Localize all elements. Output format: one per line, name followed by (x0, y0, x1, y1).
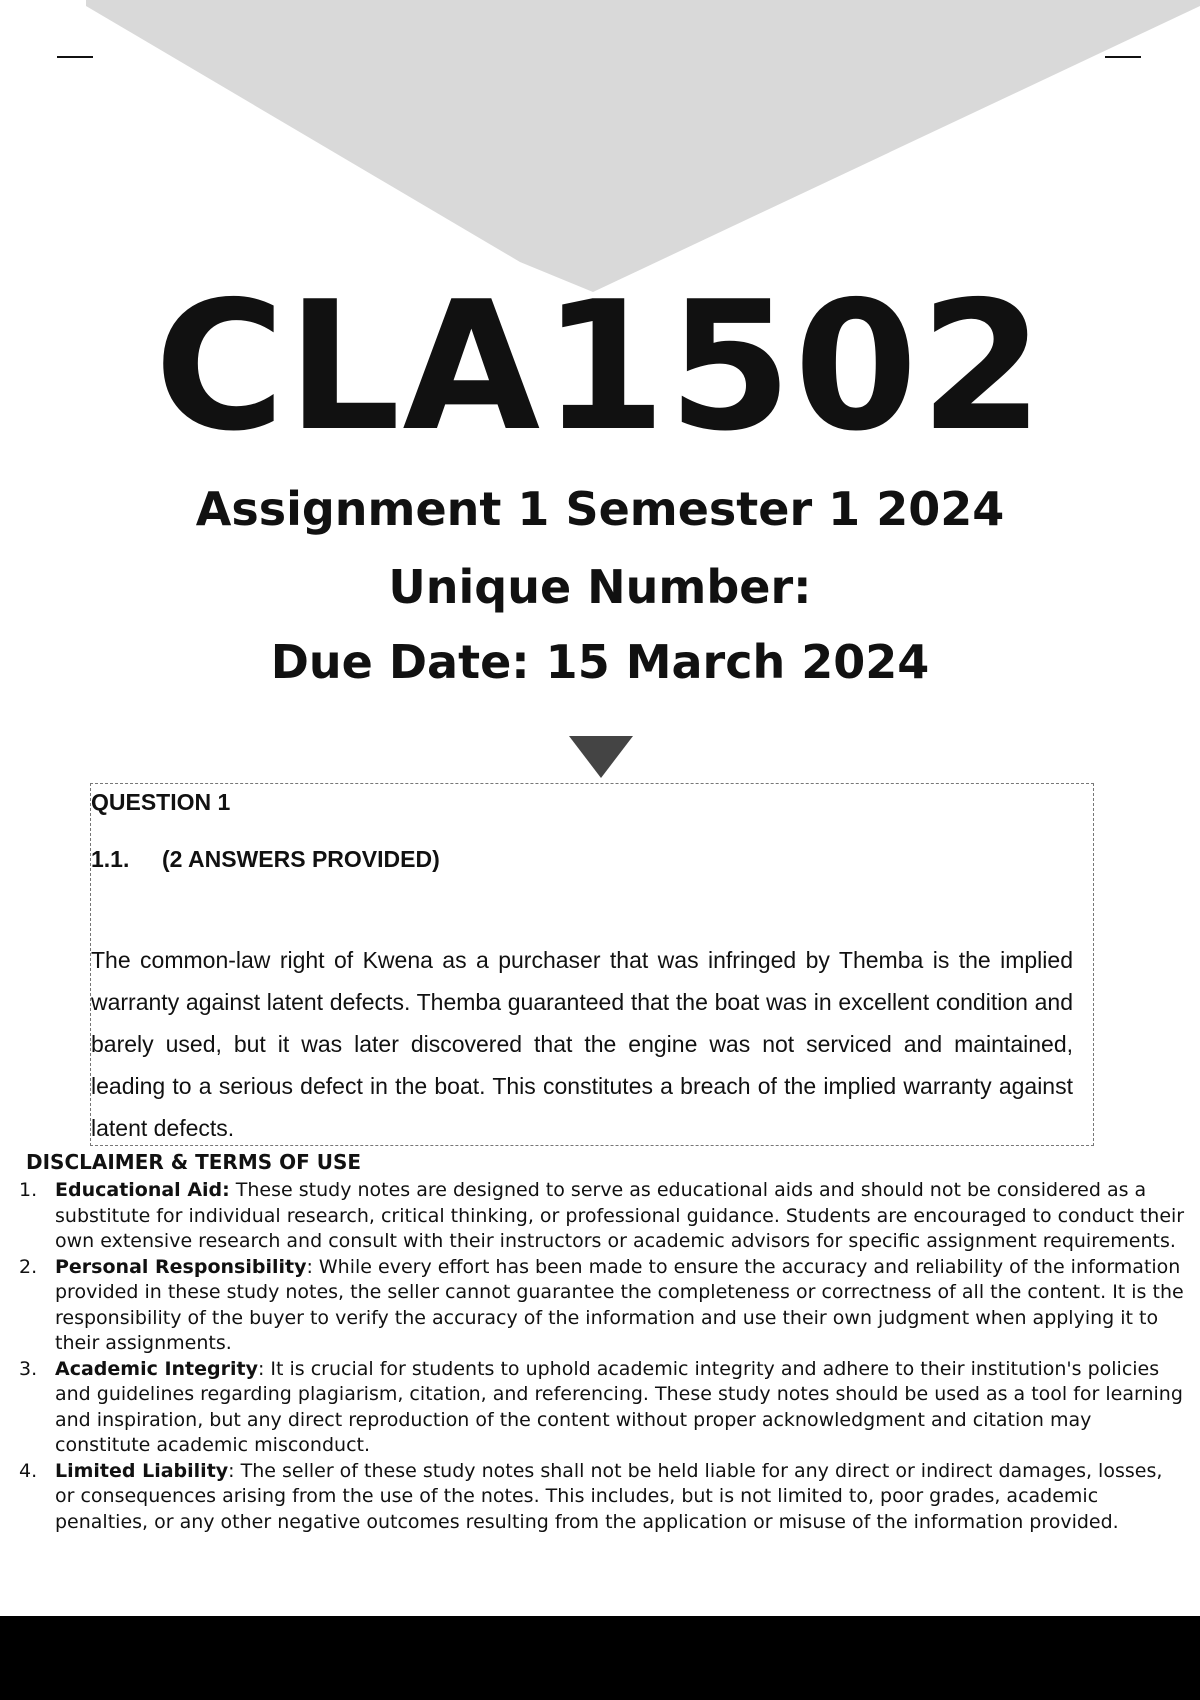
item-text: These study notes are designed to serve as educational aids and should not be considered as a substitute for individual research, critical thinking, or professional guidance. Students are encouraged to conduct their own extensive research and consult with their instructors or academic advisors for specific assignment requirements. (55, 1179, 1185, 1252)
item-text: : The seller of these study notes shall not be held liable for any direct or indirect damages, losses, or consequences arising from the use of the notes. This includes, but is not limited to, poor grades, academic penalties, or any other negative outcomes resulting from the application or misuse of the information provided. (55, 1459, 1163, 1533)
item-label: Educational Aid: (55, 1179, 230, 1201)
item-number: 2. (19, 1255, 38, 1278)
unique-number: Unique Number: (388, 560, 812, 614)
footer-bar (0, 1616, 1200, 1700)
item-label: Limited Liability (55, 1459, 229, 1482)
due-date: Due Date: 15 March 2024 (270, 635, 930, 689)
item-text: : While every effort has been made to ensure the accuracy and reliability of the information provided in these study notes, the seller cannot guarantee the completeness or correctness of all the content. It is the responsibility of the buyer to verify the accuracy of the information and use their own judgment when applying it to their assignments. (55, 1255, 1184, 1354)
question-box (90, 783, 1094, 1146)
assignment-title: Assignment 1 Semester 1 2024 (195, 482, 1005, 536)
item-label: Personal Responsibility (55, 1255, 307, 1278)
course-code: CLA1502 (154, 263, 1046, 470)
question-heading: QUESTION 1 (91, 789, 231, 815)
header-rule-right (1105, 56, 1141, 58)
answer-paragraph: The common-law right of Kwena as a purchaser that was infringed by Themba is the implied warranty against latent defects. Themba guaranteed that the boat was in excellent condition and barely used, but it was later discovered that the engine was not serviced and maintained, leading to a serious defect in the boat. This constitutes a breach of the implied warranty against latent defects. (91, 947, 1073, 1141)
disclaimer-list (19, 1178, 1186, 1535)
sub-label: (2 ANSWERS PROVIDED) (162, 846, 440, 872)
item-number: 1. (19, 1179, 38, 1201)
list-item (19, 1178, 1186, 1255)
item-number: 4. (19, 1459, 38, 1482)
down-triangle-icon (569, 736, 633, 778)
sub-number: 1.1. (91, 846, 130, 872)
item-number: 3. (19, 1357, 38, 1380)
item-text: : It is crucial for students to uphold academic integrity and adhere to their institution's policies and guidelines regarding plagiarism, citation, and referencing. These study notes should be used as a tool for learning and inspiration, but any direct reproduction of the content without proper acknowledgment and citation may constitute academic misconduct. (55, 1357, 1183, 1456)
disclaimer-title: DISCLAIMER & TERMS OF USE (26, 1150, 362, 1174)
header-banner (0, 0, 1200, 300)
header-rule-left (57, 56, 93, 58)
item-label: Academic Integrity (55, 1357, 258, 1380)
list-item (19, 1357, 1186, 1459)
list-item (19, 1459, 1186, 1536)
list-item (19, 1255, 1186, 1357)
disclaimer-section (19, 1150, 1186, 1535)
question-subheading (91, 846, 440, 873)
